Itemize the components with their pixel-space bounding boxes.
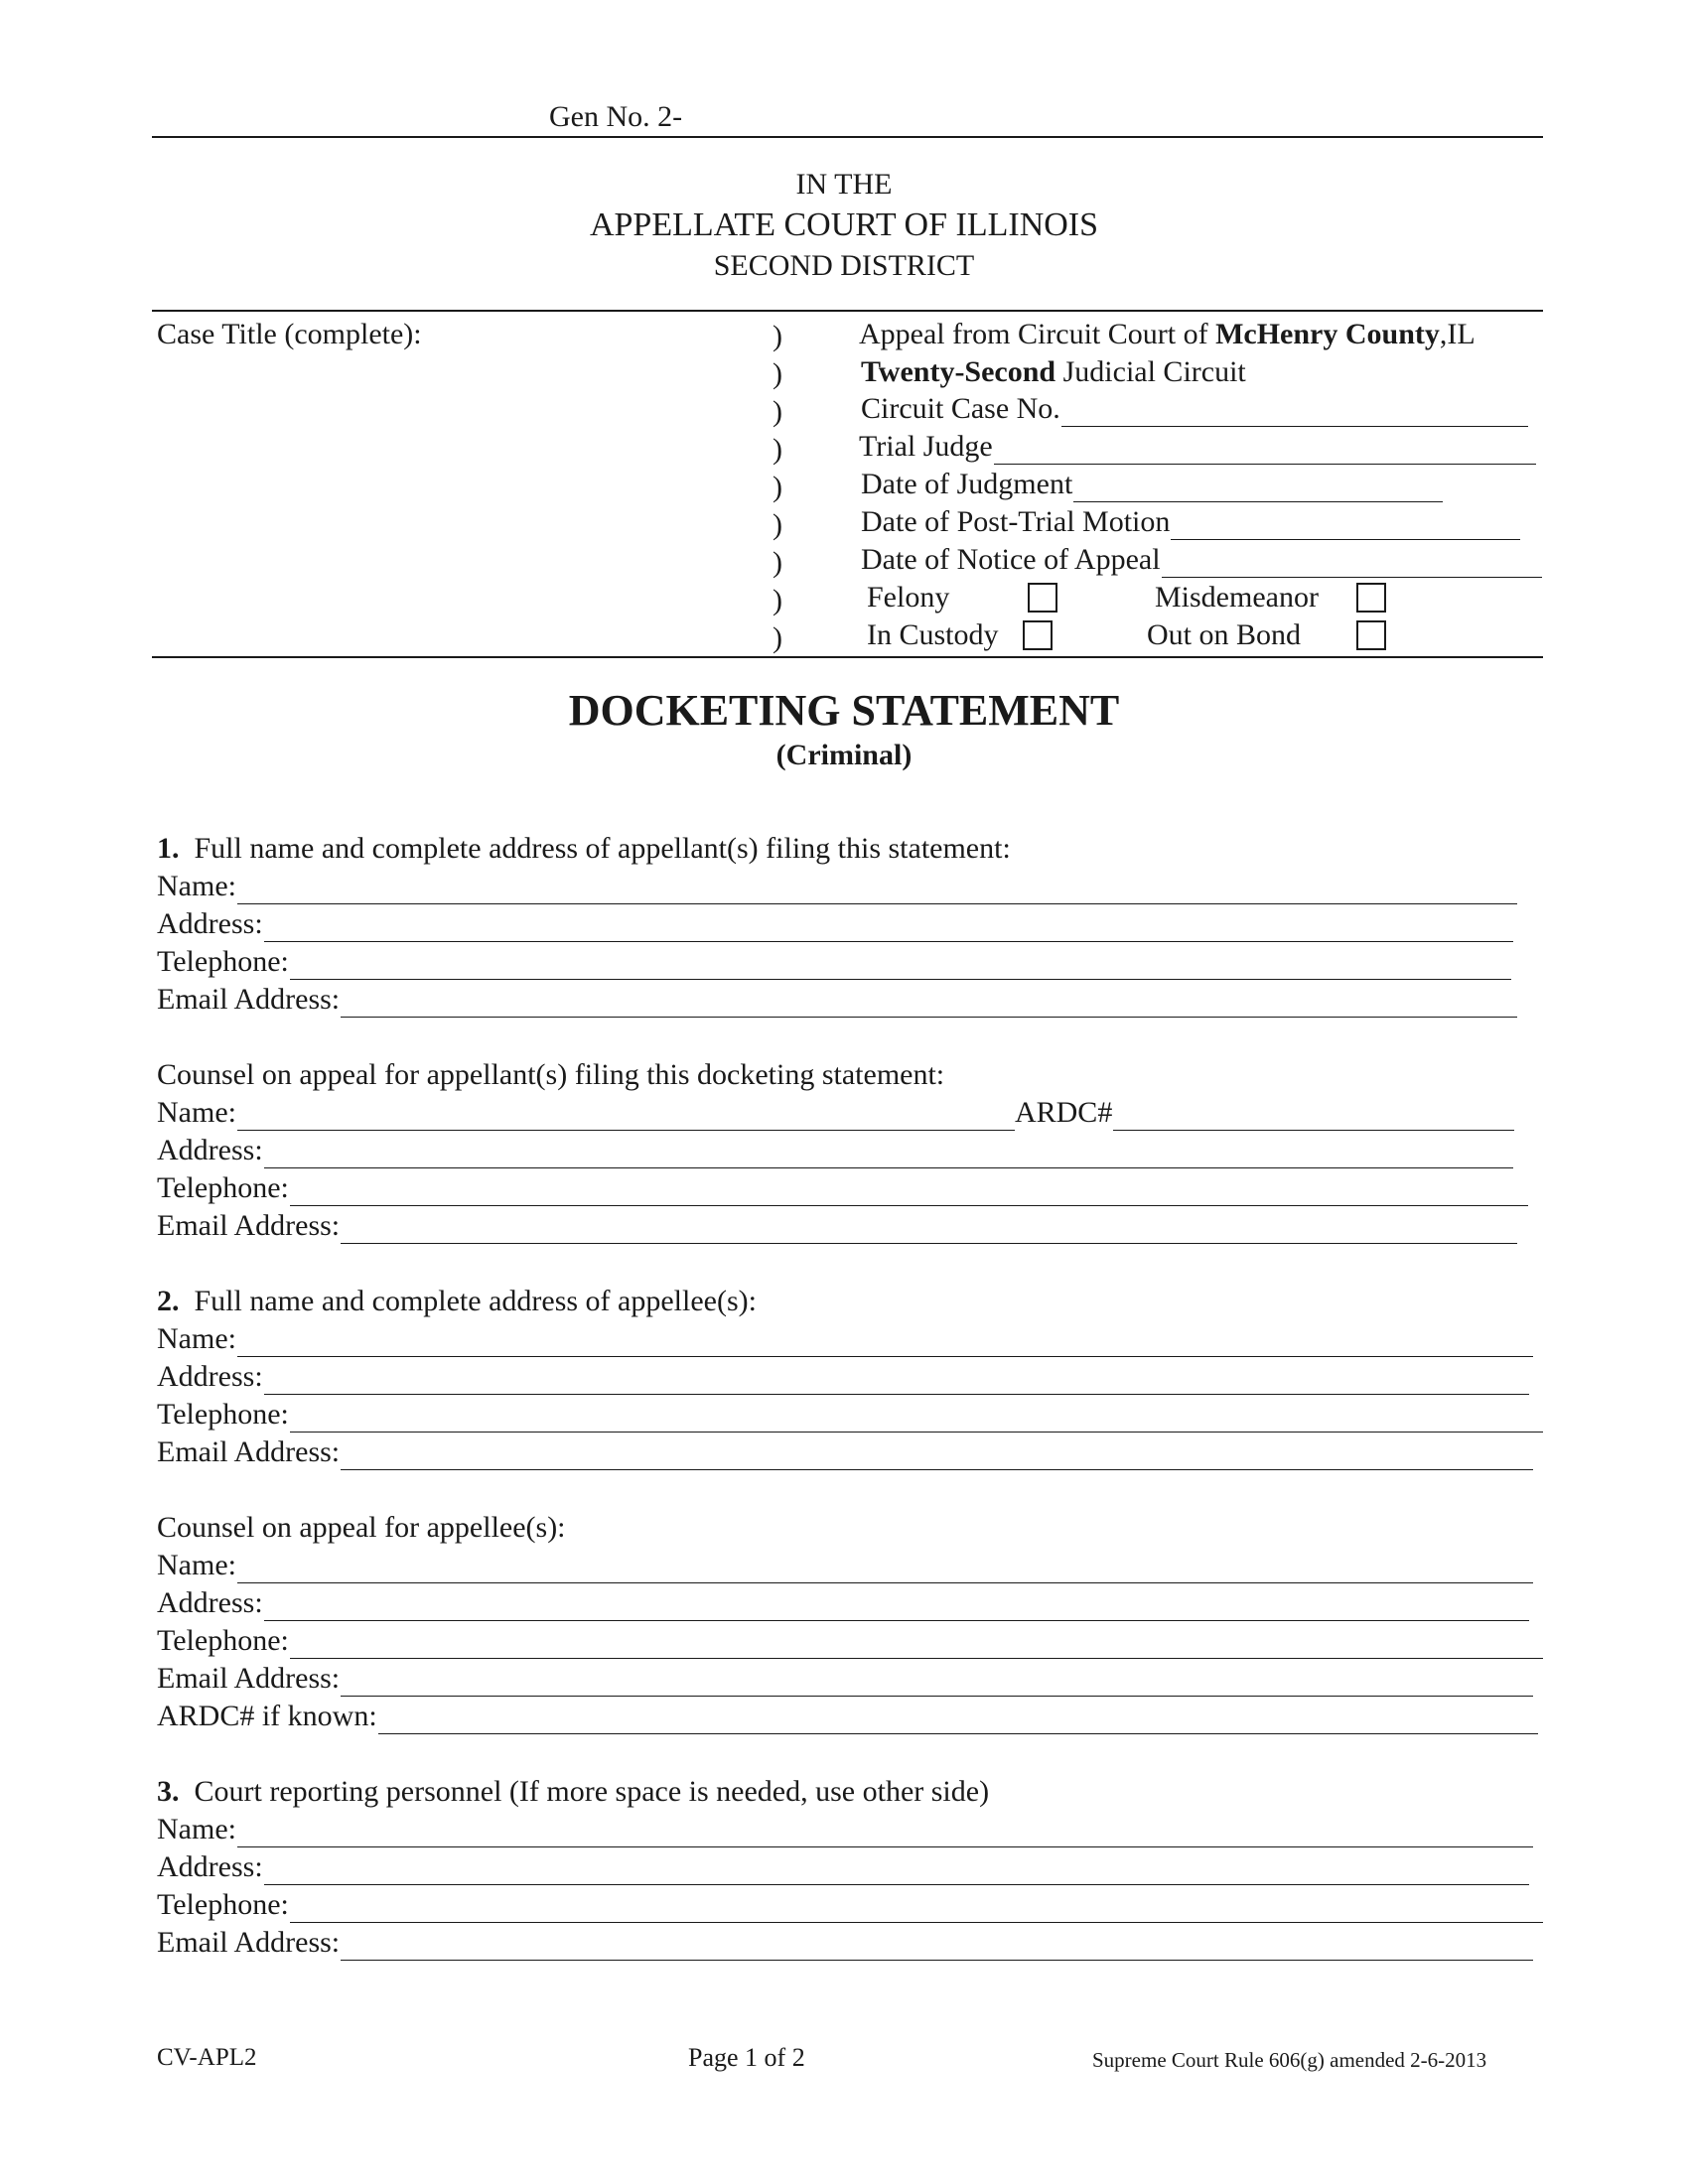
date-of-judgment-field[interactable]: Date of Judgment	[861, 467, 1443, 502]
appellee-counsel-ardc-field[interactable]: ARDC# if known:	[157, 1699, 1538, 1734]
document-subtitle: (Criminal)	[775, 739, 913, 771]
reporter-address-field[interactable]: Address:	[157, 1849, 1529, 1885]
appellant-counsel-email-field[interactable]: Email Address:	[157, 1208, 1517, 1244]
case-title-label: Case Title (complete):	[157, 318, 422, 350]
appellee-telephone-field[interactable]: Telephone:	[157, 1397, 1543, 1433]
misdemeanor-label: Misdemeanor	[1155, 581, 1319, 614]
caption-bottom-rule	[152, 656, 1543, 658]
date-post-trial-motion-field[interactable]: Date of Post-Trial Motion	[861, 504, 1520, 540]
appellee-counsel-heading: Counsel on appeal for appellee(s):	[157, 1511, 566, 1544]
out-on-bond-label: Out on Bond	[1147, 618, 1302, 651]
section-3-heading: 3. Court reporting personnel (If more space is needed, use other side)	[157, 1775, 990, 1808]
appellant-email-field[interactable]: Email Address:	[157, 982, 1517, 1018]
appellee-counsel-address-field[interactable]: Address:	[157, 1585, 1529, 1621]
reporter-telephone-field[interactable]: Telephone:	[157, 1887, 1543, 1923]
section-1-heading: 1. Full name and complete address of appellant(s) filing this statement:	[157, 832, 1011, 865]
appellant-counsel-name-row: Name: ARDC#	[157, 1095, 1514, 1131]
gen-number: Gen No. 2-	[549, 100, 683, 133]
appellant-counsel-ardc-field[interactable]	[1113, 1102, 1514, 1131]
appeal-from-line: Appeal from Circuit Court of McHenry County,IL	[859, 318, 1476, 350]
appellant-telephone-field[interactable]: Telephone:	[157, 944, 1511, 980]
in-custody-checkbox[interactable]	[1023, 620, 1053, 650]
court-district: SECOND DISTRICT	[713, 249, 975, 282]
appellant-counsel-address-field[interactable]: Address:	[157, 1133, 1513, 1168]
appellee-counsel-email-field[interactable]: Email Address:	[157, 1661, 1533, 1697]
appellant-counsel-name-field[interactable]	[237, 1102, 1015, 1131]
header-rule	[152, 136, 1543, 138]
appellant-counsel-heading: Counsel on appeal for appellant(s) filing this docketing statement:	[157, 1058, 945, 1091]
trial-judge-field[interactable]: Trial Judge	[859, 429, 1536, 465]
court-line-1: IN THE	[795, 168, 893, 201]
appellee-email-field[interactable]: Email Address:	[157, 1434, 1533, 1470]
felony-label: Felony	[867, 581, 950, 614]
judicial-circuit-line: Twenty-Second Judicial Circuit	[861, 355, 1246, 388]
appellee-counsel-telephone-field[interactable]: Telephone:	[157, 1623, 1543, 1659]
ardc-label: ARDC#	[1014, 1096, 1113, 1129]
in-custody-label: In Custody	[867, 618, 999, 651]
circuit-case-no-field[interactable]: Circuit Case No.	[861, 391, 1528, 427]
out-on-bond-checkbox[interactable]	[1356, 620, 1386, 650]
form-id: CV-APL2	[157, 2044, 257, 2071]
page-number: Page 1 of 2	[688, 2043, 805, 2072]
county-name: McHenry County	[1215, 318, 1440, 350]
appellant-counsel-telephone-field[interactable]: Telephone:	[157, 1170, 1528, 1206]
rule-citation: Supreme Court Rule 606(g) amended 2-6-2013	[1092, 2048, 1487, 2072]
court-name: APPELLATE COURT OF ILLINOIS	[589, 206, 1099, 243]
document-title: DOCKETING STATEMENT	[568, 686, 1120, 735]
appellee-address-field[interactable]: Address:	[157, 1359, 1529, 1395]
date-notice-of-appeal-field[interactable]: Date of Notice of Appeal	[861, 542, 1542, 578]
felony-checkbox[interactable]	[1028, 583, 1057, 613]
section-2-heading: 2. Full name and complete address of appellee(s):	[157, 1285, 757, 1317]
reporter-email-field[interactable]: Email Address:	[157, 1925, 1533, 1961]
appellant-name-field[interactable]: Name:	[157, 869, 1517, 904]
reporter-name-field[interactable]: Name:	[157, 1812, 1533, 1847]
appellant-address-field[interactable]: Address:	[157, 906, 1513, 942]
appellee-counsel-name-field[interactable]: Name:	[157, 1548, 1533, 1583]
appellee-name-field[interactable]: Name:	[157, 1321, 1533, 1357]
misdemeanor-checkbox[interactable]	[1356, 583, 1386, 613]
caption-top-rule	[152, 310, 1543, 312]
